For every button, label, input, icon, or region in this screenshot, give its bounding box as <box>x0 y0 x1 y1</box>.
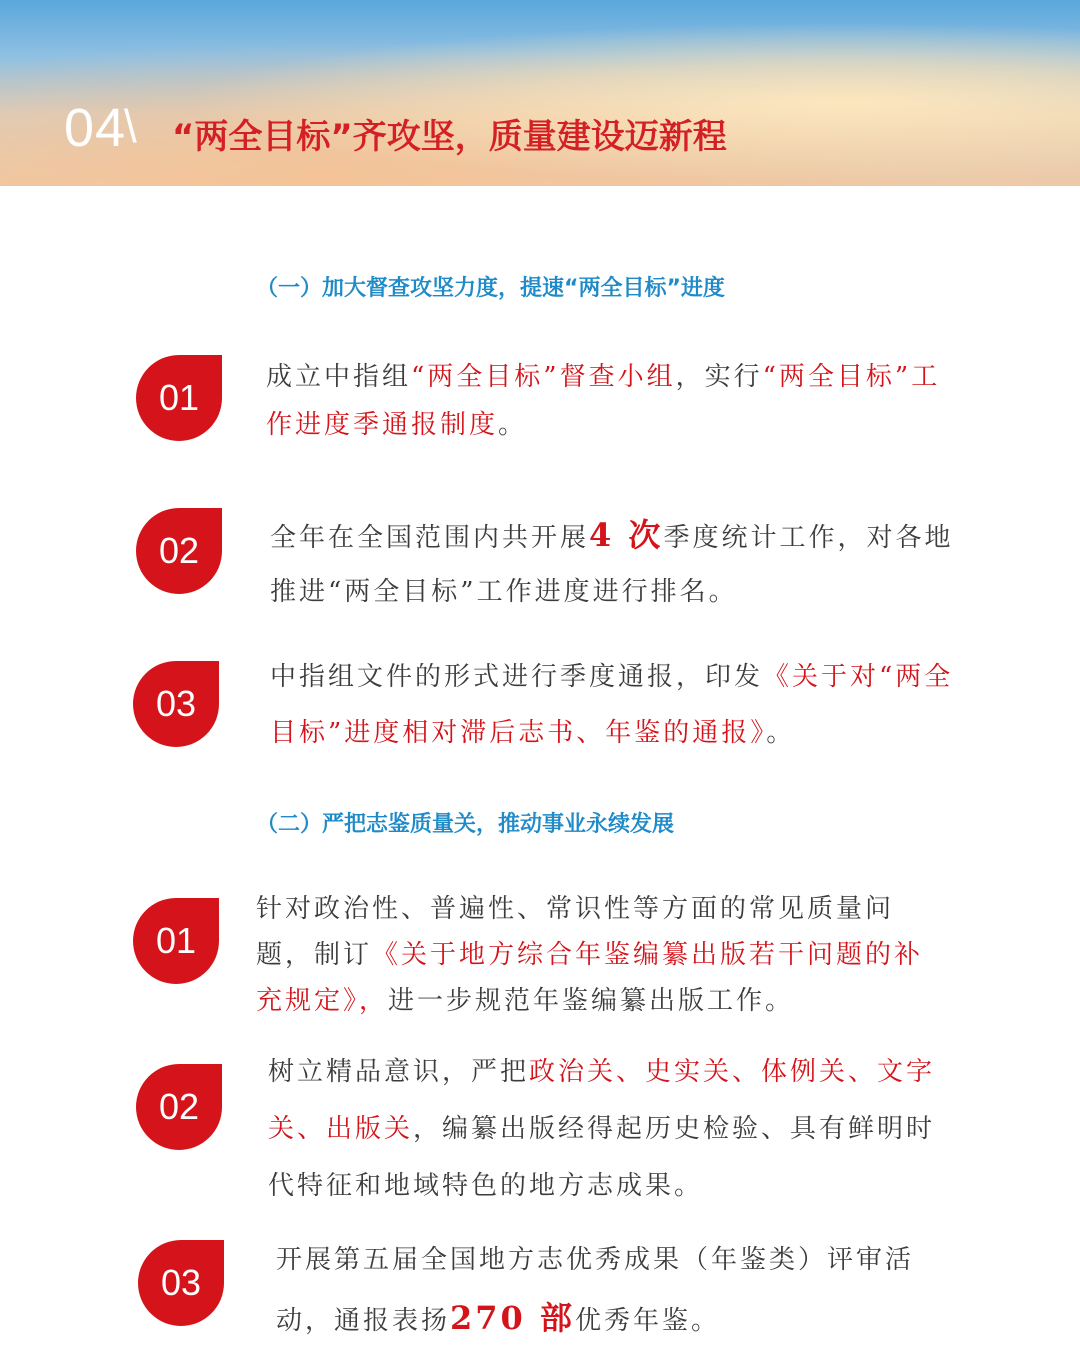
badge-2-02 <box>136 1064 222 1150</box>
chapter-number: 04 <box>64 98 127 158</box>
badge-2-01 <box>133 898 219 984</box>
item-text-2-01: 针对政治性、普遍性、常识性等方面的常见质量问题，制订《关于地方综合年鉴编纂出版若干问题的补充规定》，进一步规范年鉴编纂出版工作。 <box>256 894 924 1016</box>
page-title: “两全目标”齐攻坚，质量建设迈新程 <box>172 117 727 157</box>
badge-2-03 <box>138 1240 224 1326</box>
item-text-1-01: 成立中指组“两全目标”督查小组，实行“两全目标”工作进度季通报制度。 <box>266 362 941 440</box>
item-text-1-02: 全年在全国范围内共开展4 次季度统计工作，对各地推进“两全目标”工作进度进行排名。 <box>270 516 954 607</box>
badge-number: 02 <box>158 530 200 571</box>
badge-number: 02 <box>158 1086 200 1127</box>
item-text-2-03: 开展第五届全国地方志优秀成果（年鉴类）评审活动，通报表扬270 部优秀年鉴。 <box>276 1245 915 1337</box>
chapter-slash: \ <box>124 100 137 152</box>
badge-1-03 <box>133 661 219 747</box>
section-heading-1: （一）加大督查攻坚力度，提速“两全目标”进度 <box>256 276 725 301</box>
badge-number: 01 <box>158 377 200 418</box>
item-text-2-02: 树立精品意识，严把政治关、史实关、体例关、文字关、出版关，编纂出版经得起历史检验、具有鲜明时代特征和地域特色的地方志成果。 <box>268 1057 936 1201</box>
header-banner <box>0 0 1080 186</box>
section-heading-2: （二）严把志鉴质量关，推动事业永续发展 <box>256 812 675 837</box>
badge-1-02 <box>136 508 222 594</box>
badge-number: 01 <box>155 920 197 961</box>
item-text-1-03: 中指组文件的形式进行季度通报，印发《关于对“两全目标”进度相对滞后志书、年鉴的通报》。 <box>270 662 954 748</box>
badge-number: 03 <box>155 683 197 724</box>
badge-number: 03 <box>160 1262 202 1303</box>
badge-1-01 <box>136 355 222 441</box>
